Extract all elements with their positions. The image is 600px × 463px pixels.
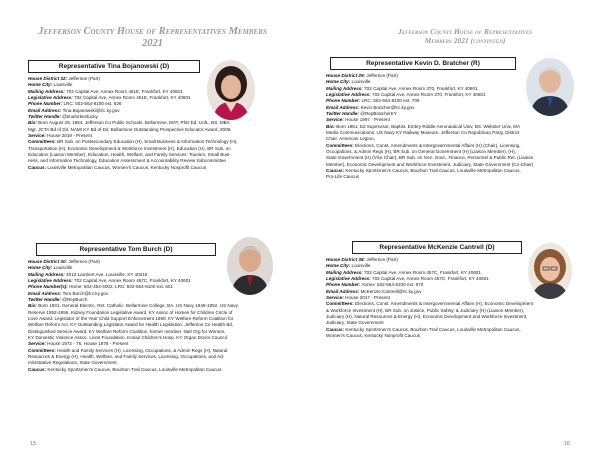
member-details: [326, 73, 596, 181]
field-value: Home: 502-454-4002, LRC: 502-564-8100 ext. 601: [69, 284, 174, 290]
field-value: Born 1961. Ed Supervisor, Baptist. Embry-Riddle Aeronautical Univ, BS. Webster Univ, MA: [336, 123, 521, 129]
field-label: Bio:: [28, 303, 39, 309]
field-label: Legislative Address:: [326, 91, 373, 97]
field-label: Twitter Handle:: [28, 296, 63, 302]
field-label: Service:: [326, 294, 346, 300]
field-value: House 1972 - 75, House 1978 - Present: [47, 341, 129, 347]
field-value: House 2019 - Present: [47, 132, 92, 138]
field-value: LRC: 502-564-8100 ext. 709: [361, 98, 420, 104]
field-value: Health and Family Services (H), Licensing, Occupations, & Admin Regs (H), Natural: [57, 347, 228, 353]
member-details: [28, 259, 290, 373]
field-label: House District 38:: [326, 257, 367, 262]
field-value: Member), Economic Development and Workforce Investment, Judiciary, State Government (Co-Chair): [326, 161, 534, 167]
field-value: Kevin.Bratcher@lrc.ky.gov: [360, 104, 415, 110]
field-label: Committees:: [326, 142, 356, 148]
field-value: Jefferson (Part): [366, 73, 398, 78]
field-label: Home City:: [28, 82, 54, 88]
field-value: McKenzie.Cantrell@lrc.ky.gov: [360, 288, 422, 294]
field-label: Mailing Address:: [326, 269, 365, 275]
field-label: House District 29:: [326, 73, 367, 78]
field-value: Jefferson (Part): [68, 76, 100, 81]
field-label: Mailing Address:: [326, 85, 365, 91]
field-label: Email Address:: [326, 104, 361, 110]
field-label: Home City:: [28, 265, 54, 271]
field-value: Louisville: [53, 82, 73, 88]
field-value: Distinguished Service Award. KY Welfare Reform Coalition, former member. Natl Org for Women,: [28, 328, 226, 334]
field-value: Tina.Bojanowski@lrc.ky.gov: [62, 107, 120, 113]
member-details: [28, 76, 288, 171]
field-value: Chair. American Legion.: [326, 136, 375, 142]
field-value: Jefferson (Part): [366, 257, 398, 262]
field-value: BR Sub. on Postsecondary Education (H), Small Business & Information Technology (H),: [57, 139, 238, 145]
field-label: Caucus:: [28, 366, 48, 372]
field-value: House 1997 - Present: [345, 117, 390, 123]
field-value: Jefferson (Part): [68, 259, 100, 264]
field-label: Committees:: [326, 301, 356, 307]
field-value: 702 Capital Ave, Annex Room 370, Frankfort, KY 40601: [364, 85, 478, 91]
field-value: Annex: 502-564-8100 ext. 670: [361, 282, 424, 288]
field-label: Committees:: [28, 347, 58, 353]
field-value: Kentucky Sportsmen's Caucus, Bourbon Trail Caucus, Louisville Metropolitan Caucus: [47, 366, 222, 372]
field-value: @tinaforkentucky: [62, 113, 98, 119]
detail-line: [28, 367, 290, 373]
page-number: 15: [30, 441, 37, 447]
field-value: Born 1931. General Electric, Ret. Catholic. Bellarmine College, BA. US Navy 1949-1952, US Navy: [38, 303, 238, 309]
field-value: Kentucky Sportsmen's Caucus, Bourbon Trail Caucus, Louisville Metropolitan Caucus,: [345, 326, 521, 332]
field-value: Reserve 1952-1956. Kidney Foundation Legislative Award. KY Assoc of Homes for Children Circle of: [28, 309, 233, 315]
field-value: 702 Capital Ave, Annex Room 451E, Frankfort, KY 40601: [66, 88, 183, 94]
field-value: House 2017 - Present: [345, 294, 390, 300]
page-title-line2: Members 2021 (continued): [424, 35, 506, 45]
field-value: Media Communications. US Navy KY Railway Museum. Jefferson Co Republican Party, District: [326, 129, 520, 135]
field-value: Judiciary (H), Natural Resources & Energy (H), Economic Development and Workforce Investment,: [326, 313, 528, 319]
field-label: Legislative Address:: [28, 94, 75, 100]
field-label: Phone Number:: [326, 98, 362, 104]
field-label: Phone Number:: [326, 282, 362, 288]
page-title-line1: Jefferson County House of Representatives: [397, 27, 533, 36]
field-value: Education (Liaison Member), Education, Health, Welfare, and Family Services, Tourism, Small Busi-: [28, 151, 231, 157]
field-label: Bio:: [326, 123, 337, 129]
field-value: Elections, Const. Amendments & Intergovernmental Affairs (H), Economic Development: [355, 301, 533, 307]
member-name-box: Representative Kevin D. Bratcher (R): [330, 57, 516, 70]
field-label: Caucus:: [28, 164, 48, 170]
page-title-left: [20, 26, 285, 50]
field-value: Louisville: [53, 265, 73, 271]
field-value: Welfare Reform Act. KY Outstanding Legislator Award for Health Legislation. Jefferson Co Health Bd,: [28, 322, 234, 328]
field-value: KY Domestic Violence Assoc. Lions Foundation. Kosair Children's Hosp. KY Organ Donor Council.: [28, 334, 229, 340]
field-value: @RepBurch: [62, 296, 88, 302]
field-value: 4012 Lambert Ave, Louisville, KY 40218: [66, 271, 148, 277]
field-label: Phone Number(s):: [28, 284, 70, 290]
field-value: LRC: 502-564-8100 ext. 626: [63, 101, 122, 107]
field-label: House District 30:: [28, 259, 69, 264]
field-value: 702 Capital Ave, Annex Room 370, Frankfort, KY 40601: [372, 91, 486, 97]
page-title-line1: Jefferson County House of Representatives Members: [38, 26, 267, 37]
member-details: [326, 257, 596, 339]
detail-line: [326, 174, 596, 180]
field-label: Twitter Handle:: [326, 110, 361, 116]
field-label: Twitter Handle:: [28, 113, 63, 119]
page-title-right: [360, 28, 570, 45]
field-value: Love Award. Legislator of the Year Child Support Enforcement 1990. KY Welfare Reform Coalition for: [28, 315, 234, 321]
field-value: Resources & Energy (H), Health, Welfare, and Family Services, Licensing, Occupations, and Ad-: [28, 353, 225, 359]
field-label: Home City:: [326, 79, 352, 85]
field-value: Louisville: [351, 79, 371, 85]
field-value: 702 Capital Ave, Annex Room 451E, Frankfort, KY 40601: [74, 94, 191, 100]
field-label: Caucus:: [326, 167, 346, 173]
field-value: ministrative Regulations, State Government: [28, 360, 117, 366]
field-value: Women's Caucus, Kentucky Nonprofit Caucus: [326, 332, 420, 338]
field-label: Service:: [28, 341, 48, 347]
field-label: House District 32:: [28, 76, 69, 81]
field-value: 702 Capital Ave, Annex Room 457C, Frankfort, KY 40601: [372, 275, 489, 281]
field-value: Occupations, & Admin Regs (H), BR Sub. on General Government (H) (Liaison Member), (H),: [326, 148, 516, 154]
field-label: Mailing Address:: [28, 271, 67, 277]
field-label: Email Address:: [28, 290, 63, 296]
field-label: Legislative Address:: [326, 275, 373, 281]
field-value: @RepBratcherKY: [360, 110, 397, 116]
field-label: Home City:: [326, 263, 352, 269]
field-value: Pro-Life Caucus: [326, 174, 359, 180]
detail-line: [326, 333, 596, 339]
field-value: Elections, Const. Amendments & Intergovernmental Affairs (H) (Chair), Licensing,: [355, 142, 521, 148]
field-value: Tom.Burch@lrc.ky.gov: [62, 290, 109, 296]
field-value: Louisville: [351, 263, 371, 269]
field-value: Born August 29, 1964. Jefferson Co Public Schools. Bellarmine, MAT, PhD Ed. UofL, BS, MBA: [38, 120, 230, 126]
field-value: ness, and Information Technology, Education Assessment & Accountability Review Subcommittee: [28, 158, 226, 164]
field-label: Service:: [326, 117, 346, 123]
field-value: Transportation (H), Economic Development & Workforce Investment (H), Education (H), BR Sub. on: [28, 145, 231, 151]
field-value: Louisville Metropolitan Caucus, Women's Caucus, Kentucky Nonprofit Caucus: [47, 164, 207, 170]
field-label: Mailing Address:: [28, 88, 67, 94]
field-value: Judiciary, State Government: [326, 320, 384, 326]
field-label: Legislative Address:: [28, 277, 75, 283]
page-right: [300, 0, 600, 463]
member-name-box: Representative McKenzie Cantrell (D): [352, 241, 522, 254]
page-number: 16: [563, 441, 570, 447]
field-label: Phone Number:: [28, 101, 64, 107]
field-label: Bio:: [28, 120, 39, 126]
field-label: Service:: [28, 132, 48, 138]
field-label: Caucus:: [326, 326, 346, 332]
member-name-box: Representative Tom Burch (D): [36, 243, 216, 256]
field-value: Kentucky Sportsmen's Caucus, Bourbon Trail Caucus, Louisville Metropolitan Caucus,: [345, 167, 521, 173]
field-label: Email Address:: [326, 288, 361, 294]
field-value: 702 Capital Ave, Annex Room 457C, Frankfort, KY 40601: [74, 277, 191, 283]
field-value: 702 Capital Ave, Annex Room 457C, Frankfort, KY 40601: [364, 269, 481, 275]
field-value: & Workforce Investment (H), BR Sub. on Justice, Public Safety, & Judiciary (H) (Liaison Member),: [326, 307, 525, 313]
field-value: State Government (H) (Vice Chair), BR Sub. on Gen. Govt., Finance, Personnel & Public Ret. (Liaison: [326, 155, 534, 161]
member-name-box: Representative Tina Bojanowski (D): [28, 60, 200, 73]
field-value: Mgt. JCTA Bd of Dir. NAMI KY Bd of Dir. Bellarmine Outstanding Prospective Educator Award, 2009.: [28, 126, 232, 132]
page-title-line2: 2021: [142, 38, 163, 50]
field-label: Email Address:: [28, 107, 63, 113]
field-label: Committees:: [28, 139, 58, 145]
detail-line: [28, 165, 288, 171]
